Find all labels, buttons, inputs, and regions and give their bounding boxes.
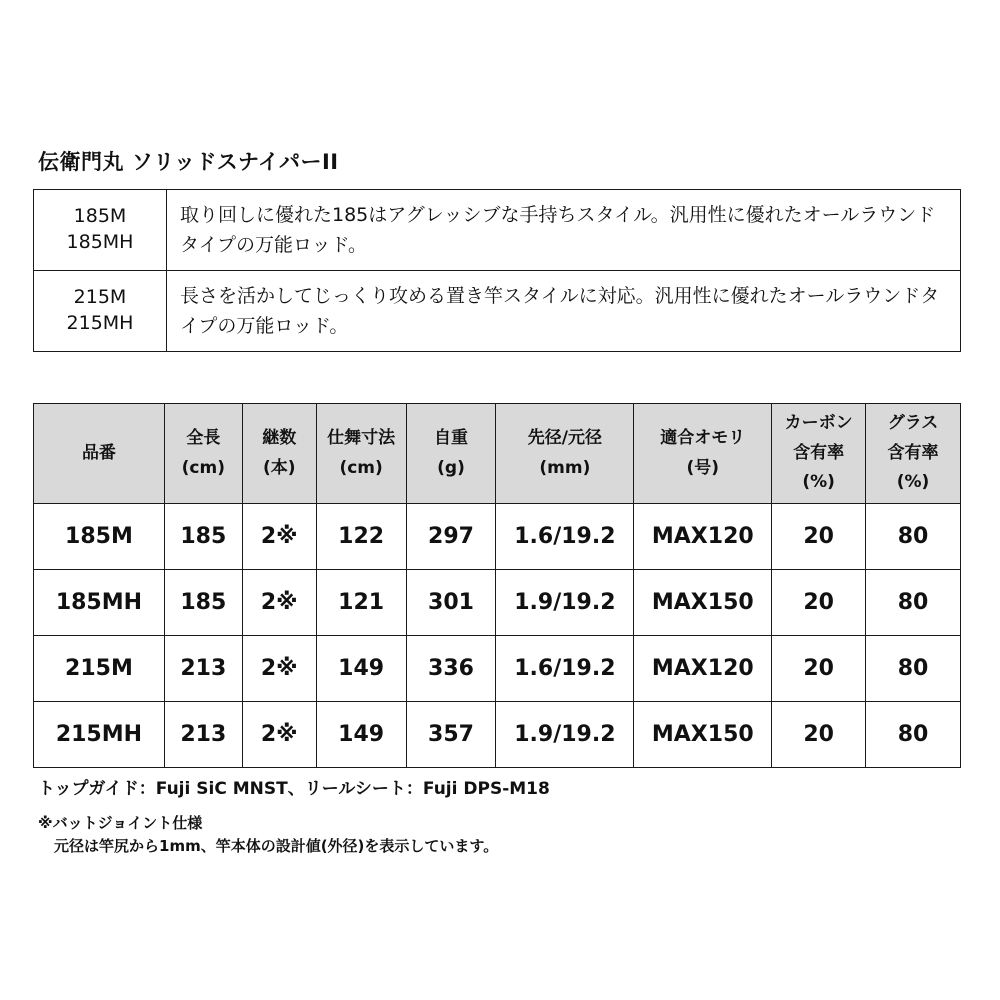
header-sinker: 適合オモリ (号): [634, 404, 772, 504]
header-pieces: 継数 (本): [242, 404, 316, 504]
table-row: [34, 504, 961, 570]
guide-reel-seat-note: トップガイド：Fuji SiC MNST、リールシート：Fuji DPS-M18: [38, 779, 550, 799]
cell-closed-length: 149: [316, 636, 406, 702]
butt-joint-footnote: ※バットジョイント仕様: [38, 814, 203, 832]
model-description-table: [33, 189, 961, 352]
cell-carbon: 20: [772, 636, 866, 702]
cell-pieces: 2※: [242, 702, 316, 768]
cell-weight: 336: [406, 636, 496, 702]
cell-glass: 80: [866, 504, 961, 570]
description-row: [34, 190, 961, 271]
cell-weight: 297: [406, 504, 496, 570]
spec-table: [33, 403, 961, 768]
spec-notes: [38, 774, 550, 857]
cell-carbon: 20: [772, 702, 866, 768]
cell-weight: 301: [406, 570, 496, 636]
page-title: 伝衛門丸 ソリッドスナイパーII: [38, 150, 339, 174]
header-carbon: カーボン 含有率 (%): [772, 404, 866, 504]
cell-diameter: 1.6/19.2: [496, 636, 634, 702]
table-row: [34, 702, 961, 768]
cell-diameter: 1.6/19.2: [496, 504, 634, 570]
cell-weight: 357: [406, 702, 496, 768]
cell-diameter: 1.9/19.2: [496, 702, 634, 768]
cell-closed-length: 149: [316, 702, 406, 768]
cell-closed-length: 122: [316, 504, 406, 570]
model-name: 215MH: [66, 312, 134, 334]
header-closed-length: 仕舞寸法 (cm): [316, 404, 406, 504]
model-name: 185M: [73, 205, 127, 228]
cell-glass: 80: [866, 570, 961, 636]
cell-model: 185MH: [34, 570, 165, 636]
cell-sinker: MAX150: [634, 702, 772, 768]
table-row: [34, 636, 961, 702]
cell-model: 215M: [34, 636, 165, 702]
header-diameter: 先径/元径 (mm): [496, 404, 634, 504]
header-glass: グラス 含有率 (%): [866, 404, 961, 504]
model-name: 215M: [73, 286, 127, 309]
cell-closed-length: 121: [316, 570, 406, 636]
model-name: 185MH: [66, 231, 134, 253]
cell-carbon: 20: [772, 570, 866, 636]
description-row: [34, 271, 961, 352]
header-length: 全長 (cm): [164, 404, 242, 504]
cell-length: 213: [164, 702, 242, 768]
table-row: [34, 570, 961, 636]
diameter-footnote: 元径は竿尻から1mm、竿本体の設計値(外径)を表示しています。: [54, 836, 499, 855]
cell-pieces: 2※: [242, 504, 316, 570]
cell-length: 213: [164, 636, 242, 702]
cell-sinker: MAX150: [634, 570, 772, 636]
cell-model: 215MH: [34, 702, 165, 768]
cell-diameter: 1.9/19.2: [496, 570, 634, 636]
cell-length: 185: [164, 570, 242, 636]
description-models-cell: [34, 190, 167, 271]
header-weight: 自重 (g): [406, 404, 496, 504]
cell-glass: 80: [866, 636, 961, 702]
cell-pieces: 2※: [242, 570, 316, 636]
description-text: 取り回しに優れた185はアグレッシブな手持ちスタイル。汎用性に優れたオールラウンドタイプの万能ロッド。: [167, 190, 961, 271]
cell-sinker: MAX120: [634, 636, 772, 702]
description-text: 長さを活かしてじっくり攻める置き竿スタイルに対応。汎用性に優れたオールラウンドタイプの万能ロッド。: [167, 271, 961, 352]
cell-sinker: MAX120: [634, 504, 772, 570]
cell-carbon: 20: [772, 504, 866, 570]
cell-pieces: 2※: [242, 636, 316, 702]
spec-header-row: [34, 404, 961, 504]
cell-glass: 80: [866, 702, 961, 768]
cell-model: 185M: [34, 504, 165, 570]
cell-length: 185: [164, 504, 242, 570]
description-models-cell: [34, 271, 167, 352]
header-model: 品番: [34, 404, 165, 504]
